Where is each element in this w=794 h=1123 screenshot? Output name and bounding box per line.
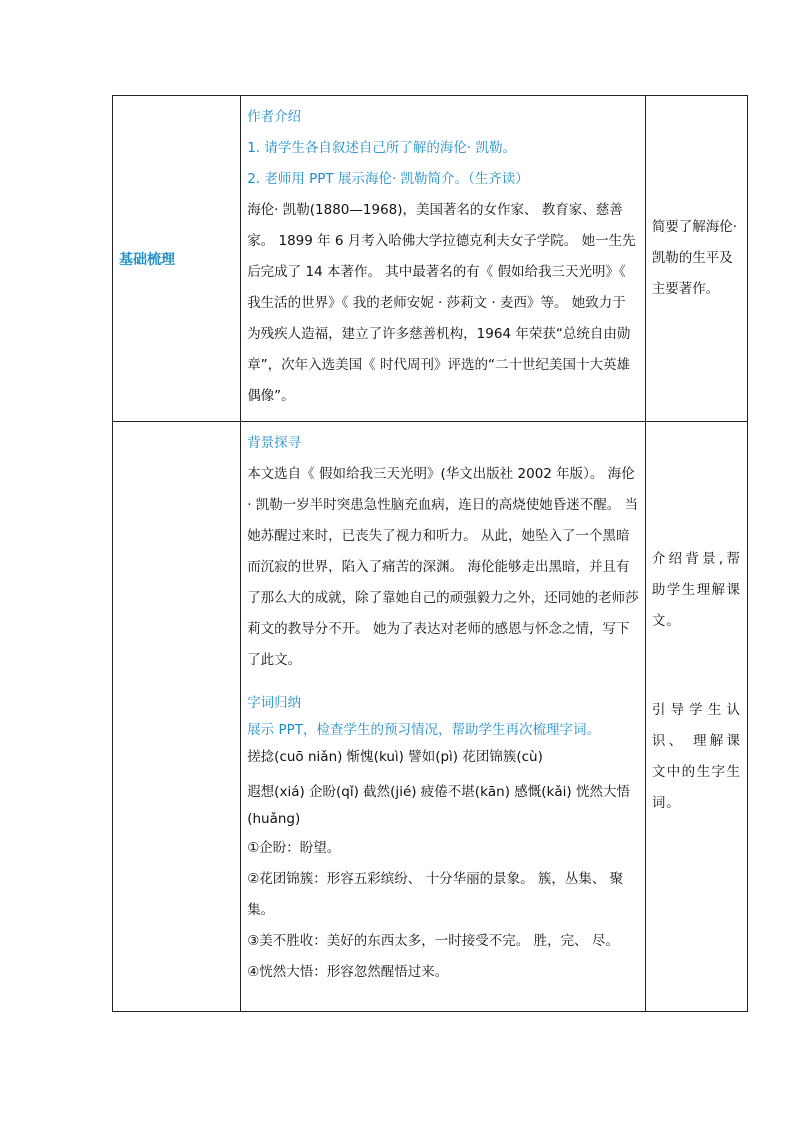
heading-background: 背景探寻	[247, 435, 302, 451]
table-row	[113, 422, 748, 1012]
section-label-cell	[113, 96, 241, 422]
words-line-2: 遐想(xiá) 企盼(qǐ) 截然(jié) 疲倦不堪(kān) 感慨(kǎi) 恍然大悟(huǎng)	[247, 784, 630, 827]
words-line-1: 搓捻(cuō niǎn) 惭愧(kuì) 譬如(pì) 花团锦簇(cù)	[247, 749, 543, 765]
definition-3: ③美不胜收：美好的东西太多，一时接受不完。 胜，完、 尽。	[247, 933, 619, 949]
background-text: 本文选自《 假如给我三天光明》(华文出版社 2002 年版）。 海伦· 凯勒一岁半时突患急性脑充血病，连日的高烧使她昏迷不醒。 当她苏醒过来时，已丧失了视力和听力。 从此，她坠入了一个黑暗而沉寂的世界，陷入了痛苦的深渊。 海伦能够走出黑暗，并且有了那么大的成就，除了靠她自己的顽强毅力之外，还同她的老师莎莉文的教导分不开。 她为了表达对老师的感恩与怀念之情，写下了此文。	[247, 466, 639, 668]
note-author: 简要了解海伦· 凯勒的生平及主要著作。	[651, 219, 738, 297]
definition-2: ②花团锦簇：形容五彩缤纷、 十分华丽的景象。 簇，丛集、 聚集。	[247, 871, 624, 918]
heading-words: 字词归纳	[247, 695, 302, 711]
heading-author: 作者介绍	[247, 109, 302, 125]
definition-1: ①企盼：盼望。	[247, 840, 341, 856]
step-2: 2. 老师用 PPT 展示海伦· 凯勒简介。（生齐读）	[247, 171, 529, 187]
content-cell	[241, 96, 646, 422]
author-bio: 海伦· 凯勒(1880—1968)，美国著名的女作家、 教育家、慈善家。 1899 年 6 月考入哈佛大学拉德克利夫女子学院。 她一生先后完成了 14 本著作。 其中最著名的有《 假如给我三天光明》《 我生活的世界》《 我的老师安妮 · 莎莉文 · 麦西》等。 她致力于为残疾人造福，建立了许多慈善机构，1964 年荣获“总统自由勋章”，次年入选美国《 时代周刊》评选的“二十世纪美国十大英雄偶像”。	[247, 202, 636, 404]
note-cell	[645, 96, 747, 422]
section-label: 基础梳理	[119, 251, 175, 268]
lesson-plan-table	[112, 95, 748, 1012]
definition-4: ④恍然大悟：形容忽然醒悟过来。	[247, 964, 449, 980]
table-row	[113, 96, 748, 422]
words-intro: 展示 PPT，检查学生的预习情况，帮助学生再次梳理字词。	[247, 722, 601, 738]
note-words: 引导学生认识、 理解课文中的生字生词。	[651, 702, 741, 811]
content-cell	[241, 422, 646, 1012]
note-background: 介绍背景,帮助学生理解课文。	[651, 551, 741, 629]
section-label-cell	[113, 422, 241, 1012]
note-cell	[645, 422, 747, 1012]
step-1: 1. 请学生各自叙述自己所了解的海伦· 凯勒。	[247, 140, 516, 156]
